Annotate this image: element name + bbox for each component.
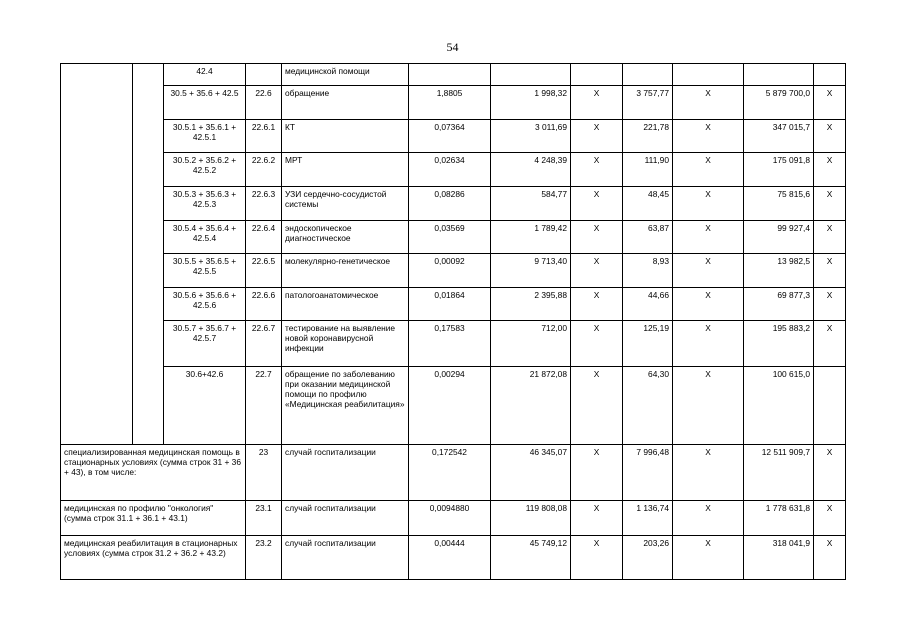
table-row xyxy=(61,86,846,120)
table-row xyxy=(61,221,846,254)
formula-cell: 30.5.7 + 35.6.7 + 42.5.7 xyxy=(164,321,246,367)
x-mark-cell: X xyxy=(814,536,846,580)
cost-norm-cell: 45 749,12 xyxy=(491,536,571,580)
page-number: 54 xyxy=(446,40,459,54)
total-cost-cell: 318 041,9 xyxy=(744,536,814,580)
total-cost-cell xyxy=(744,64,814,86)
cost-norm-cell: 3 011,69 xyxy=(491,120,571,153)
per-capita-cell: 7 996,48 xyxy=(623,445,673,501)
volume-norm-cell: 0,0094880 xyxy=(409,501,491,536)
cost-norm-cell: 4 248,39 xyxy=(491,153,571,187)
table-row xyxy=(61,64,846,86)
cost-norm-cell: 2 395,88 xyxy=(491,288,571,321)
x-mark-cell: X xyxy=(673,120,744,153)
total-cost-cell: 75 815,6 xyxy=(744,187,814,221)
table-row xyxy=(61,367,846,445)
x-mark-cell: X xyxy=(814,445,846,501)
line-number-cell: 22.6.4 xyxy=(246,221,282,254)
per-capita-cell: 8,93 xyxy=(623,254,673,288)
formula-cell: 30.5.2 + 35.6.2 + 42.5.2 xyxy=(164,153,246,187)
line-number-cell: 22.6.6 xyxy=(246,288,282,321)
row-label-cell: специализированная медицинская помощь в стационарных условиях (сумма строк 31 + 36 + 43), в том числе: xyxy=(61,445,246,501)
volume-norm-cell: 0,03569 xyxy=(409,221,491,254)
formula-cell: 30.5.4 + 35.6.4 + 42.5.4 xyxy=(164,221,246,254)
unit-cell: обращение по заболеванию при оказании медицинской помощи по профилю «Медицинская реабилитация» xyxy=(282,367,409,445)
x-mark-cell: X xyxy=(673,153,744,187)
x-mark-cell xyxy=(571,64,623,86)
x-mark-cell: X xyxy=(571,187,623,221)
per-capita-cell: 203,26 xyxy=(623,536,673,580)
row-label-cell: медицинская по профилю "онкология" (сумма строк 31.1 + 36.1 + 43.1) xyxy=(61,501,246,536)
per-capita-cell xyxy=(623,64,673,86)
formula-cell: 30.5 + 35.6 + 42.5 xyxy=(164,86,246,120)
per-capita-cell: 64,30 xyxy=(623,367,673,445)
per-capita-cell: 63,87 xyxy=(623,221,673,254)
x-mark-cell: X xyxy=(673,288,744,321)
formula-cell: 42.4 xyxy=(164,64,246,86)
x-mark-cell xyxy=(673,64,744,86)
x-mark-cell: X xyxy=(814,187,846,221)
formula-cell: 30.5.6 + 35.6.6 + 42.5.6 xyxy=(164,288,246,321)
unit-cell: УЗИ сердечно-сосудистой системы xyxy=(282,187,409,221)
unit-cell: эндоскопическое диагностическое xyxy=(282,221,409,254)
table-row xyxy=(61,445,846,501)
volume-norm-cell: 0,172542 xyxy=(409,445,491,501)
cost-norm-cell: 9 713,40 xyxy=(491,254,571,288)
x-mark-cell: X xyxy=(814,254,846,288)
volume-norm-cell: 0,17583 xyxy=(409,321,491,367)
line-number-cell: 23.2 xyxy=(246,536,282,580)
x-mark-cell: X xyxy=(571,501,623,536)
x-mark-cell: X xyxy=(814,86,846,120)
x-mark-cell xyxy=(814,367,846,445)
per-capita-cell: 48,45 xyxy=(623,187,673,221)
table-row xyxy=(61,153,846,187)
x-mark-cell: X xyxy=(571,367,623,445)
unit-cell: случай госпитализации xyxy=(282,445,409,501)
x-mark-cell: X xyxy=(673,445,744,501)
total-cost-cell: 5 879 700,0 xyxy=(744,86,814,120)
per-capita-cell: 1 136,74 xyxy=(623,501,673,536)
unit-cell: медицинской помощи xyxy=(282,64,409,86)
x-mark-cell: X xyxy=(673,187,744,221)
per-capita-cell: 125,19 xyxy=(623,321,673,367)
line-number-cell: 22.7 xyxy=(246,367,282,445)
total-cost-cell: 99 927,4 xyxy=(744,221,814,254)
unit-cell: патологоанатомическое xyxy=(282,288,409,321)
table-row xyxy=(61,321,846,367)
x-mark-cell: X xyxy=(673,221,744,254)
merged-empty-cell xyxy=(61,64,133,445)
x-mark-cell: X xyxy=(673,321,744,367)
volume-norm-cell: 0,08286 xyxy=(409,187,491,221)
x-mark-cell: X xyxy=(571,221,623,254)
cost-norm-cell: 21 872,08 xyxy=(491,367,571,445)
line-number-cell: 22.6.1 xyxy=(246,120,282,153)
volume-norm-cell xyxy=(409,64,491,86)
unit-cell: обращение xyxy=(282,86,409,120)
per-capita-cell: 44,66 xyxy=(623,288,673,321)
table-row xyxy=(61,254,846,288)
x-mark-cell: X xyxy=(673,86,744,120)
x-mark-cell: X xyxy=(814,221,846,254)
x-mark-cell: X xyxy=(571,120,623,153)
cost-norm-cell: 1 998,32 xyxy=(491,86,571,120)
total-cost-cell: 12 511 909,7 xyxy=(744,445,814,501)
x-mark-cell xyxy=(814,64,846,86)
volume-norm-cell: 0,00444 xyxy=(409,536,491,580)
cost-norm-cell: 712,00 xyxy=(491,321,571,367)
financing-table xyxy=(60,63,846,580)
x-mark-cell: X xyxy=(814,153,846,187)
total-cost-cell: 347 015,7 xyxy=(744,120,814,153)
formula-cell: 30.6+42.6 xyxy=(164,367,246,445)
unit-cell: случай госпитализации xyxy=(282,501,409,536)
total-cost-cell: 69 877,3 xyxy=(744,288,814,321)
per-capita-cell: 221,78 xyxy=(623,120,673,153)
volume-norm-cell: 0,01864 xyxy=(409,288,491,321)
cost-norm-cell: 46 345,07 xyxy=(491,445,571,501)
unit-cell: случай госпитализации xyxy=(282,536,409,580)
x-mark-cell: X xyxy=(571,86,623,120)
formula-cell: 30.5.1 + 35.6.1 + 42.5.1 xyxy=(164,120,246,153)
table-row xyxy=(61,501,846,536)
line-number-cell: 22.6 xyxy=(246,86,282,120)
volume-norm-cell: 0,07364 xyxy=(409,120,491,153)
formula-cell: 30.5.5 + 35.6.5 + 42.5.5 xyxy=(164,254,246,288)
cost-norm-cell xyxy=(491,64,571,86)
x-mark-cell: X xyxy=(814,288,846,321)
x-mark-cell: X xyxy=(673,254,744,288)
total-cost-cell: 13 982,5 xyxy=(744,254,814,288)
unit-cell: тестирование на выявление новой коронавирусной инфекции xyxy=(282,321,409,367)
x-mark-cell: X xyxy=(571,536,623,580)
per-capita-cell: 3 757,77 xyxy=(623,86,673,120)
volume-norm-cell: 0,00294 xyxy=(409,367,491,445)
total-cost-cell: 1 778 631,8 xyxy=(744,501,814,536)
x-mark-cell: X xyxy=(571,153,623,187)
merged-empty-cell xyxy=(133,64,164,445)
x-mark-cell: X xyxy=(814,501,846,536)
x-mark-cell: X xyxy=(814,120,846,153)
volume-norm-cell: 0,02634 xyxy=(409,153,491,187)
cost-norm-cell: 119 808,08 xyxy=(491,501,571,536)
line-number-cell xyxy=(246,64,282,86)
cost-norm-cell: 584,77 xyxy=(491,187,571,221)
unit-cell: МРТ xyxy=(282,153,409,187)
line-number-cell: 23 xyxy=(246,445,282,501)
unit-cell: молекулярно-генетическое xyxy=(282,254,409,288)
x-mark-cell: X xyxy=(673,367,744,445)
line-number-cell: 22.6.7 xyxy=(246,321,282,367)
x-mark-cell: X xyxy=(571,445,623,501)
volume-norm-cell: 1,8805 xyxy=(409,86,491,120)
row-label-cell: медицинская реабилитация в стационарных условиях (сумма строк 31.2 + 36.2 + 43.2) xyxy=(61,536,246,580)
line-number-cell: 22.6.3 xyxy=(246,187,282,221)
total-cost-cell: 175 091,8 xyxy=(744,153,814,187)
per-capita-cell: 111,90 xyxy=(623,153,673,187)
volume-norm-cell: 0,00092 xyxy=(409,254,491,288)
cost-norm-cell: 1 789,42 xyxy=(491,221,571,254)
table-row xyxy=(61,536,846,580)
x-mark-cell: X xyxy=(571,288,623,321)
x-mark-cell: X xyxy=(571,254,623,288)
line-number-cell: 22.6.2 xyxy=(246,153,282,187)
x-mark-cell: X xyxy=(673,501,744,536)
table-row xyxy=(61,187,846,221)
formula-cell: 30.5.3 + 35.6.3 + 42.5.3 xyxy=(164,187,246,221)
x-mark-cell: X xyxy=(571,321,623,367)
x-mark-cell: X xyxy=(814,321,846,367)
unit-cell: КТ xyxy=(282,120,409,153)
total-cost-cell: 195 883,2 xyxy=(744,321,814,367)
x-mark-cell: X xyxy=(673,536,744,580)
total-cost-cell: 100 615,0 xyxy=(744,367,814,445)
line-number-cell: 23.1 xyxy=(246,501,282,536)
table-row xyxy=(61,288,846,321)
line-number-cell: 22.6.5 xyxy=(246,254,282,288)
table-row xyxy=(61,120,846,153)
